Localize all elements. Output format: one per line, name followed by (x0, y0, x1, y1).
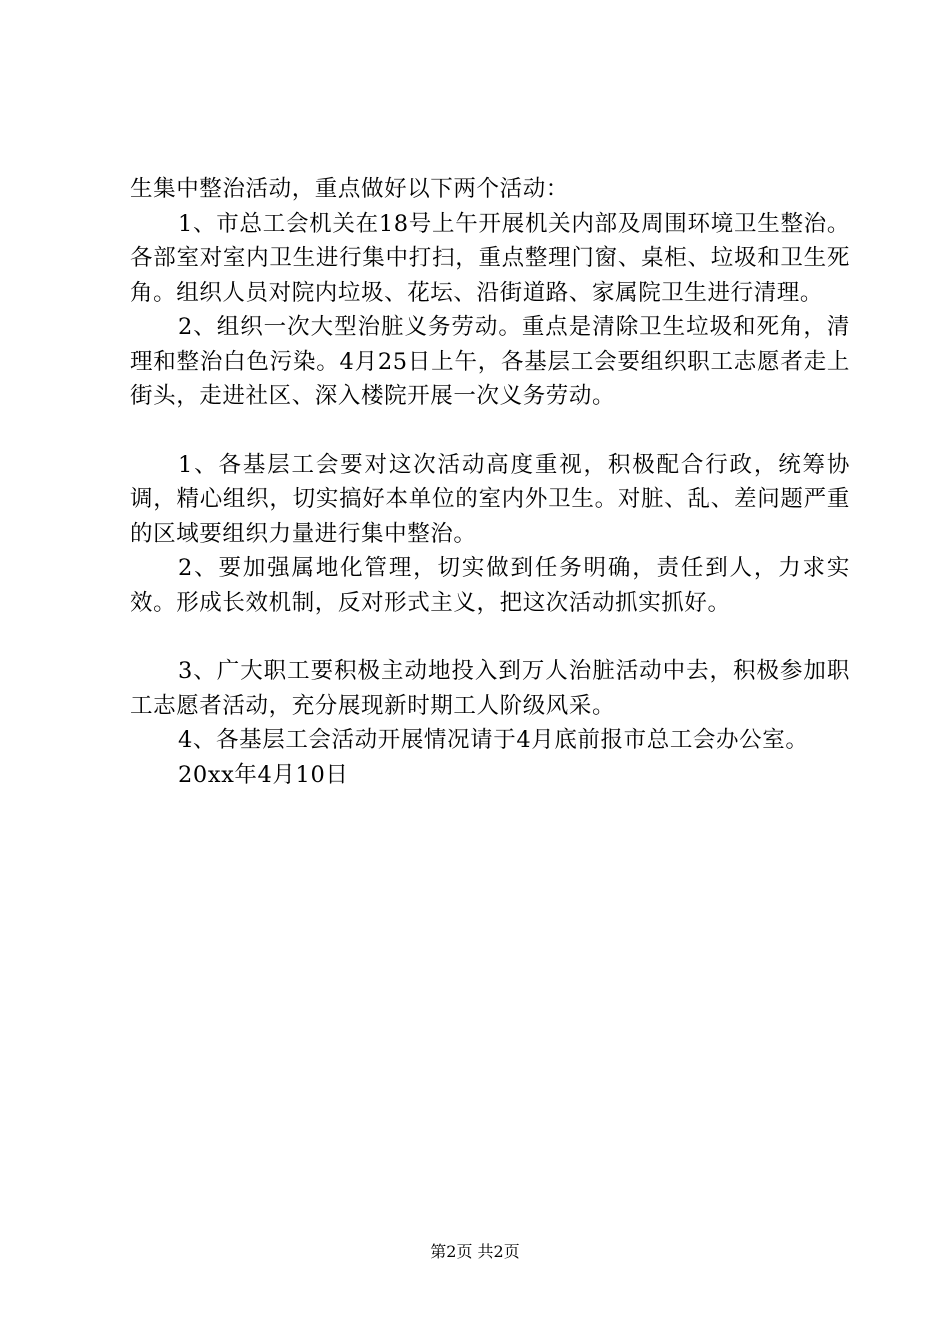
paragraph-requirement-3: 3、广大职工要积极主动地投入到万人治脏活动中去，积极参加职工志愿者活动，充分展现新时期工人阶级风采。 (130, 658, 850, 719)
page-footer: 第2页 共2页 (430, 1242, 520, 1261)
document-date: 20xx年4月10日 (178, 761, 349, 788)
paragraph-requirement-2: 2、要加强属地化管理，切实做到任务明确，责任到人，力求实效。形成长效机制，反对形式主义，把这次活动抓实抓好。 (130, 555, 850, 616)
paragraph-intro: 生集中整治活动，重点做好以下两个活动： (130, 176, 569, 202)
paragraph-activity-1: 1、市总工会机关在18号上午开展机关内部及周围环境卫生整治。各部室对室内卫生进行集中打扫，重点整理门窗、桌柜、垃圾和卫生死角。组织人员对院内垃圾、花坛、沿街道路、家属院卫生进行清理。 (130, 210, 850, 306)
paragraph-requirement-1: 1、各基层工会要对这次活动高度重视，积极配合行政，统筹协调，精心组织，切实搞好本单位的室内外卫生。对脏、乱、差问题严重的区域要组织力量进行集中整治。 (130, 451, 850, 547)
paragraph-activity-2: 2、组织一次大型治脏义务劳动。重点是清除卫生垃圾和死角，清理和整治白色污染。4月25日上午，各基层工会要组织职工志愿者走上街头，走进社区、深入楼院开展一次义务劳动。 (130, 314, 850, 409)
document-body (130, 172, 850, 792)
paragraph-requirement-4: 4、各基层工会活动开展情况请于4月底前报市总工会办公室。 (178, 727, 809, 753)
